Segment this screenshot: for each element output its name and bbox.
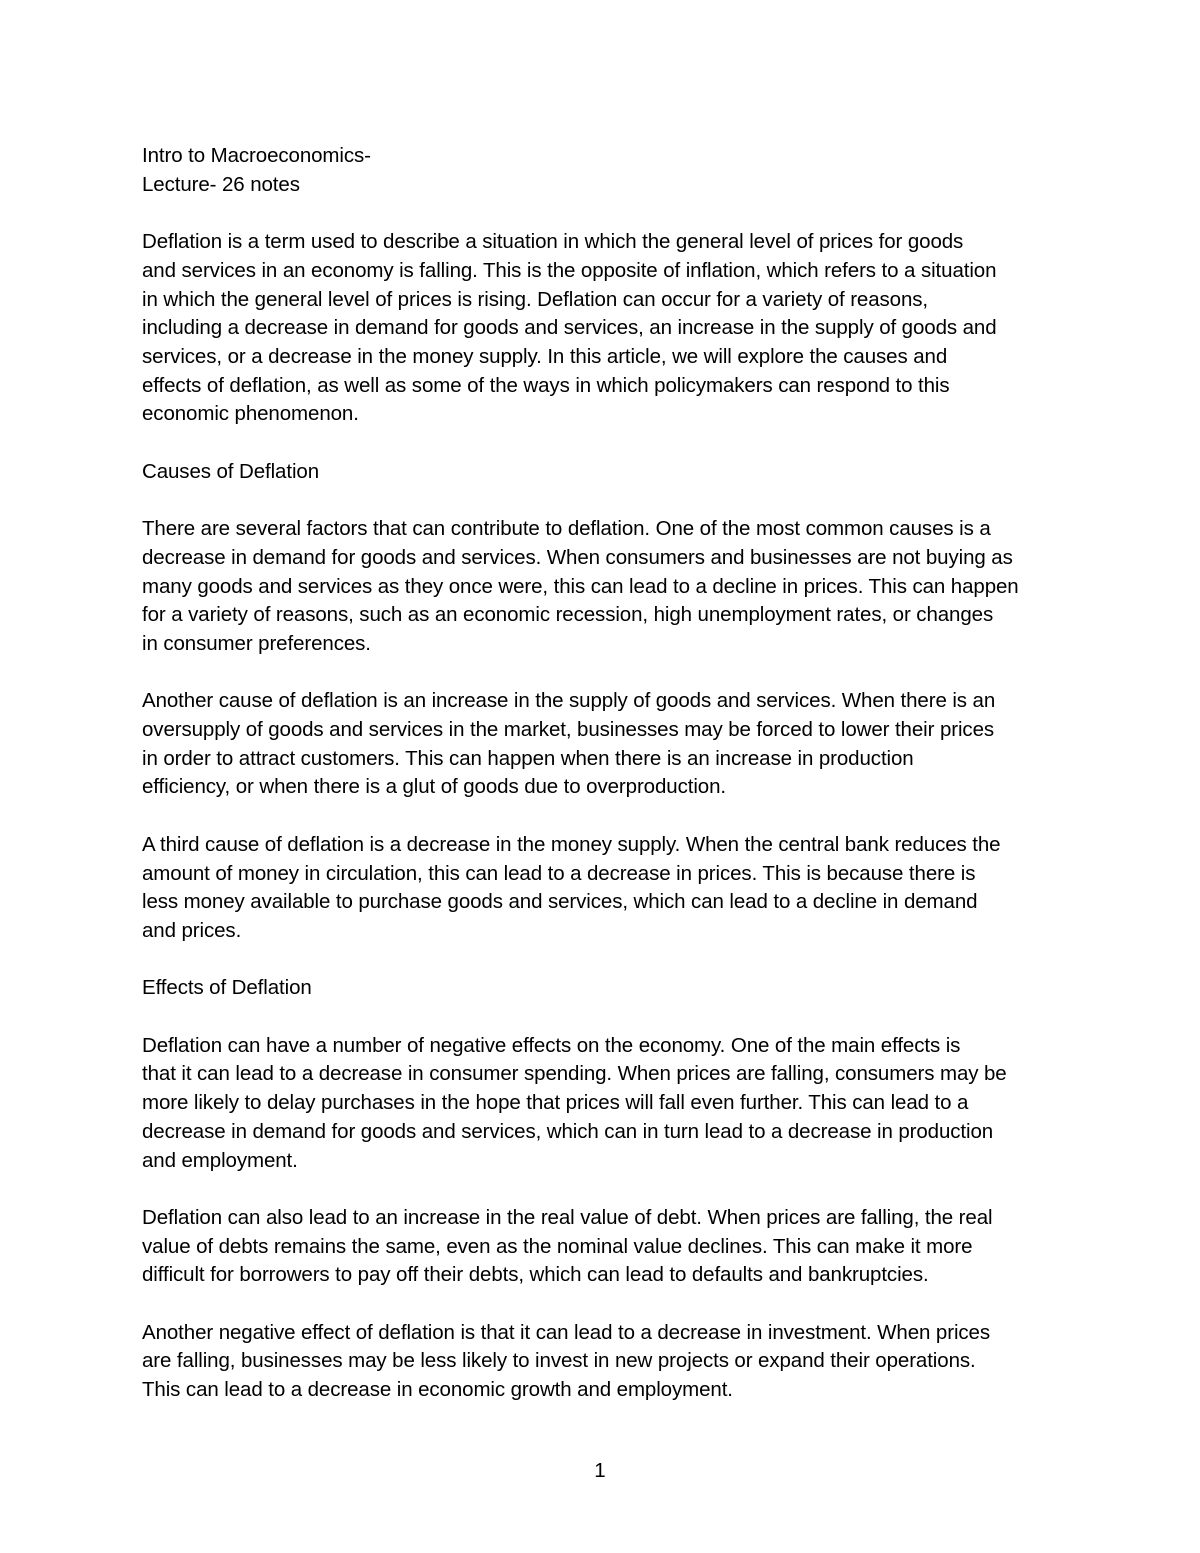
text-line: economic phenomenon. xyxy=(142,402,359,426)
text-line: including a decrease in demand for goods and services, an increase in the supply of goods and xyxy=(142,316,997,340)
spacer xyxy=(142,1003,1062,1032)
spacer xyxy=(142,199,1062,228)
text-line: are falling, businesses may be less likely to invest in new projects or expand their operations. xyxy=(142,1349,976,1373)
page-number: 1 xyxy=(594,1459,606,1482)
text-line: and services in an economy is falling. This is the opposite of inflation, which refers to a situation xyxy=(142,258,997,282)
spacer xyxy=(142,659,1062,688)
spacer xyxy=(142,486,1062,515)
causes-paragraph-3 xyxy=(142,831,1062,946)
spacer xyxy=(142,429,1062,458)
text-line: Another negative effect of deflation is that it can lead to a decrease in investment. When prices xyxy=(142,1320,991,1344)
text-line: for a variety of reasons, such as an economic recession, high unemployment rates, or changes xyxy=(142,603,994,627)
text-line: There are several factors that can contribute to deflation. One of the most common causes is a xyxy=(142,517,991,541)
effects-paragraph-2 xyxy=(142,1204,1062,1290)
text-line: that it can lead to a decrease in consumer spending. When prices are falling, consumers may be xyxy=(142,1062,1007,1086)
causes-heading: Causes of Deflation xyxy=(142,459,320,483)
text-line: decrease in demand for goods and services. When consumers and businesses are not buying as xyxy=(142,545,1013,569)
course-title: Intro to Macroeconomics- xyxy=(142,144,371,167)
effects-paragraph-1 xyxy=(142,1032,1062,1176)
text-line: services, or a decrease in the money supply. In this article, we will explore the causes and xyxy=(142,344,948,368)
text-line: Deflation can have a number of negative effects on the economy. One of the main effects is xyxy=(142,1033,961,1057)
text-line: This can lead to a decrease in economic growth and employment. xyxy=(142,1378,733,1402)
spacer xyxy=(142,946,1062,975)
text-line: in order to attract customers. This can happen when there is an increase in production xyxy=(142,746,914,770)
text-line: in consumer preferences. xyxy=(142,631,371,655)
text-line: many goods and services as they once were, this can lead to a decline in prices. This can happen xyxy=(142,574,1019,598)
causes-paragraph-2 xyxy=(142,687,1062,802)
text-line: less money available to purchase goods and services, which can lead to a decline in demand xyxy=(142,890,978,914)
text-line: in which the general level of prices is rising. Deflation can occur for a variety of reasons, xyxy=(142,287,929,311)
text-line: Deflation is a term used to describe a situation in which the general level of prices for goods xyxy=(142,230,964,254)
causes-paragraph-1 xyxy=(142,515,1062,659)
text-line: Deflation can also lead to an increase in the real value of debt. When prices are falling, the real xyxy=(142,1205,993,1229)
text-line: and prices. xyxy=(142,918,242,942)
text-line: effects of deflation, as well as some of the ways in which policymakers can respond to this xyxy=(142,373,950,397)
document-body xyxy=(142,142,1062,1405)
effects-paragraph-3 xyxy=(142,1319,1062,1405)
intro-paragraph xyxy=(142,228,1062,429)
effects-heading: Effects of Deflation xyxy=(142,976,312,1000)
spacer xyxy=(142,1175,1062,1204)
text-line: A third cause of deflation is a decrease in the money supply. When the central bank reduces the xyxy=(142,832,1001,856)
text-line: amount of money in circulation, this can lead to a decrease in prices. This is because there is xyxy=(142,861,976,885)
text-line: more likely to delay purchases in the hope that prices will fall even further. This can lead to a xyxy=(142,1091,969,1115)
spacer xyxy=(142,1290,1062,1319)
text-line: efficiency, or when there is a glut of goods due to overproduction. xyxy=(142,775,726,799)
text-line: value of debts remains the same, even as the nominal value declines. This can make it more xyxy=(142,1234,973,1258)
lecture-title: Lecture- 26 notes xyxy=(142,172,300,196)
text-line: and employment. xyxy=(142,1148,298,1172)
spacer xyxy=(142,802,1062,831)
text-line: oversupply of goods and services in the market, businesses may be forced to lower their prices xyxy=(142,718,995,741)
text-line: decrease in demand for goods and services, which can in turn lead to a decrease in production xyxy=(142,1119,994,1143)
text-line: Another cause of deflation is an increase in the supply of goods and services. When there is an xyxy=(142,689,996,713)
text-line: difficult for borrowers to pay off their debts, which can lead to defaults and bankruptcies. xyxy=(142,1263,929,1287)
